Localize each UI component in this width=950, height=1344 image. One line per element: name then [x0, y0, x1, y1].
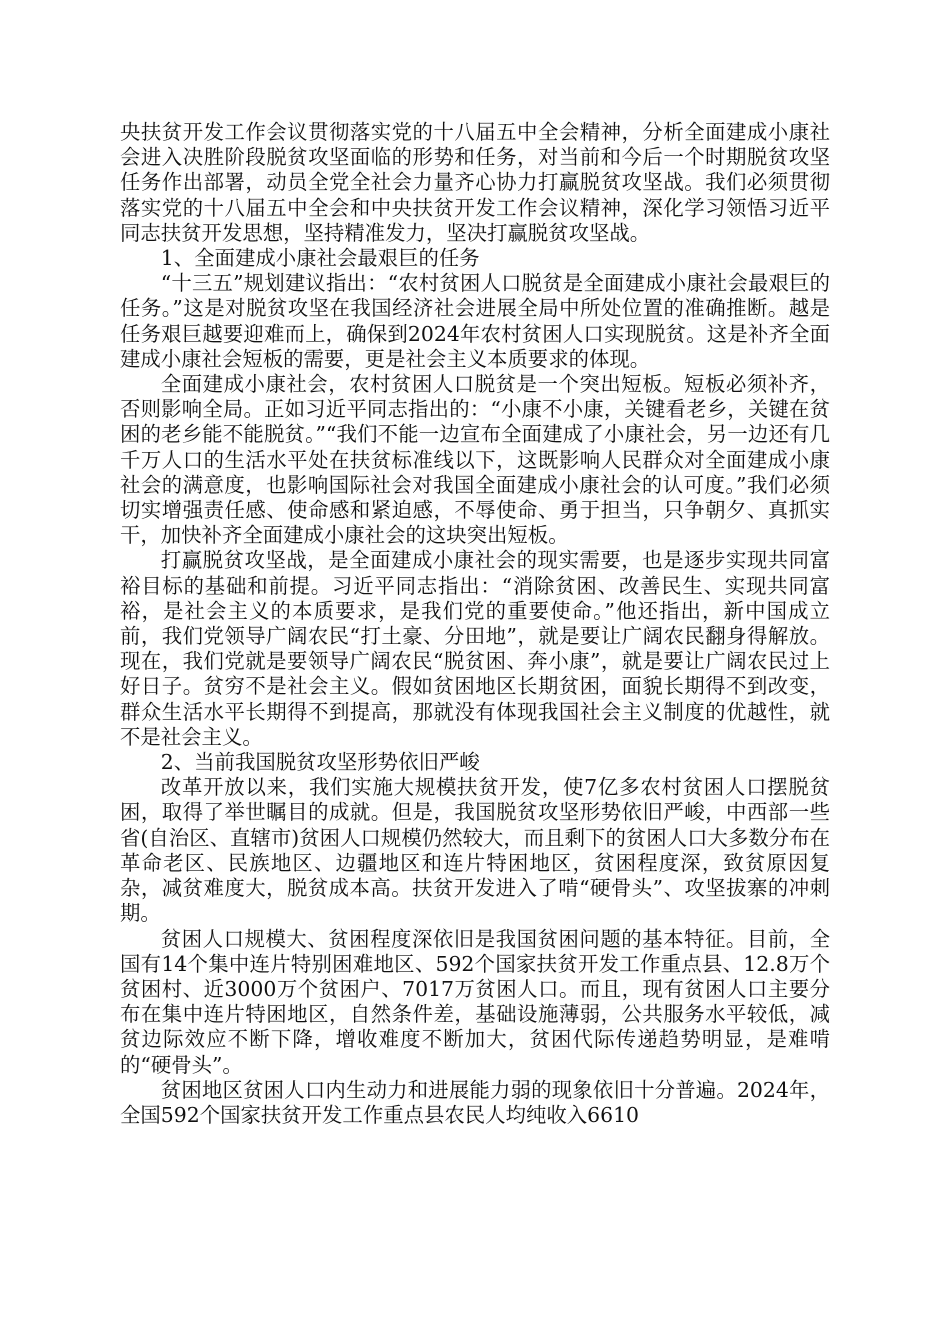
paragraph: 改革开放以来，我们实施大规模扶贫开发，使7亿多农村贫困人口摆脱贫困，取得了举世瞩目的成就。但是，我国脱贫攻坚形势依旧严峻，中西部一些省(自治区、直辖市)贫困人口规模仍然较大，而且剩下的贫困人口大多数分布在革命老区、民族地区、边疆地区和连片特困地区，贫困程度深，致贫原因复杂，减贫难度大，脱贫成本高。扶贫开发进入了啃“硬骨头”、攻坚拔寨的冲刺期。 [120, 775, 830, 926]
paragraph: “十三五”规划建议指出：“农村贫困人口脱贫是全面建成小康社会最艰巨的任务。”这是对脱贫攻坚在我国经济社会进展全局中所处位置的准确推断。越是任务艰巨越要迎难而上，确保到2024年农村贫困人口实现脱贫。这是补齐全面建成小康社会短板的需要，更是社会主义本质要求的体现。 [120, 271, 830, 371]
paragraph: 全面建成小康社会，农村贫困人口脱贫是一个突出短板。短板必须补齐，否则影响全局。正如习近平同志指出的：“小康不小康，关键看老乡，关键在贫困的老乡能不能脱贫。”“我们不能一边宣布全面建成了小康社会，另一边还有几千万人口的生活水平处在扶贫标准线以下，这既影响人民群众对全面建成小康社会的满意度，也影响国际社会对我国全面建成小康社会的认可度。”我们必须切实增强责任感、使命感和紧迫感，不辱使命、勇于担当，只争朝夕、真抓实干，加快补齐全面建成小康社会的这块突出短板。 [120, 372, 830, 548]
paragraph: 打赢脱贫攻坚战，是全面建成小康社会的现实需要，也是逐步实现共同富裕目标的基础和前提。习近平同志指出：“消除贫困、改善民生、实现共同富裕，是社会主义的本质要求，是我们党的重要使命。”他还指出，新中国成立前，我们党领导广阔农民“打土豪、分田地”，就是要让广阔农民翻身得解放。现在，我们党就是要领导广阔农民“脱贫困、奔小康”，就是要让广阔农民过上好日子。贫穷不是社会主义。假如贫困地区长期贫困，面貌长期得不到改变，群众生活水平长期得不到提高，那就没有体现我国社会主义制度的优越性，就不是社会主义。 [120, 548, 830, 749]
paragraph-continuation: 央扶贫开发工作会议贯彻落实党的十八届五中全会精神，分析全面建成小康社会进入决胜阶段脱贫攻坚面临的形势和任务，对当前和今后一个时期脱贫攻坚任务作出部署，动员全党全社会力量齐心协力打赢脱贫攻坚战。我们必须贯彻落实党的十八届五中全会和中央扶贫开发工作会议精神，深化学习领悟习近平同志扶贫开发思想，坚持精准发力，坚决打赢脱贫攻坚战。 [120, 120, 830, 245]
section-heading-1: 1、全面建成小康社会最艰巨的任务 [160, 246, 480, 271]
paragraph: 贫困地区贫困人口内生动力和进展能力弱的现象依旧十分普遍。2024年，全国592个国家扶贫开发工作重点县农民人均纯收入6610 [120, 1077, 830, 1127]
paragraph: 贫困人口规模大、贫困程度深依旧是我国贫困问题的基本特征。目前，全国有14个集中连片特别困难地区、592个国家扶贫开发工作重点县、12.8万个贫困村、近3000万个贫困户、7017万贫困人口。而且，现有贫困人口主要分布在集中连片特困地区，自然条件差，基础设施薄弱，公共服务水平较低，减贫边际效应不断下降，增收难度不断加大，贫困代际传递趋势明显，是难啃的“硬骨头”。 [120, 926, 830, 1077]
document-body [120, 120, 830, 1128]
section-heading-2: 2、当前我国脱贫攻坚形势依旧严峻 [160, 750, 480, 775]
